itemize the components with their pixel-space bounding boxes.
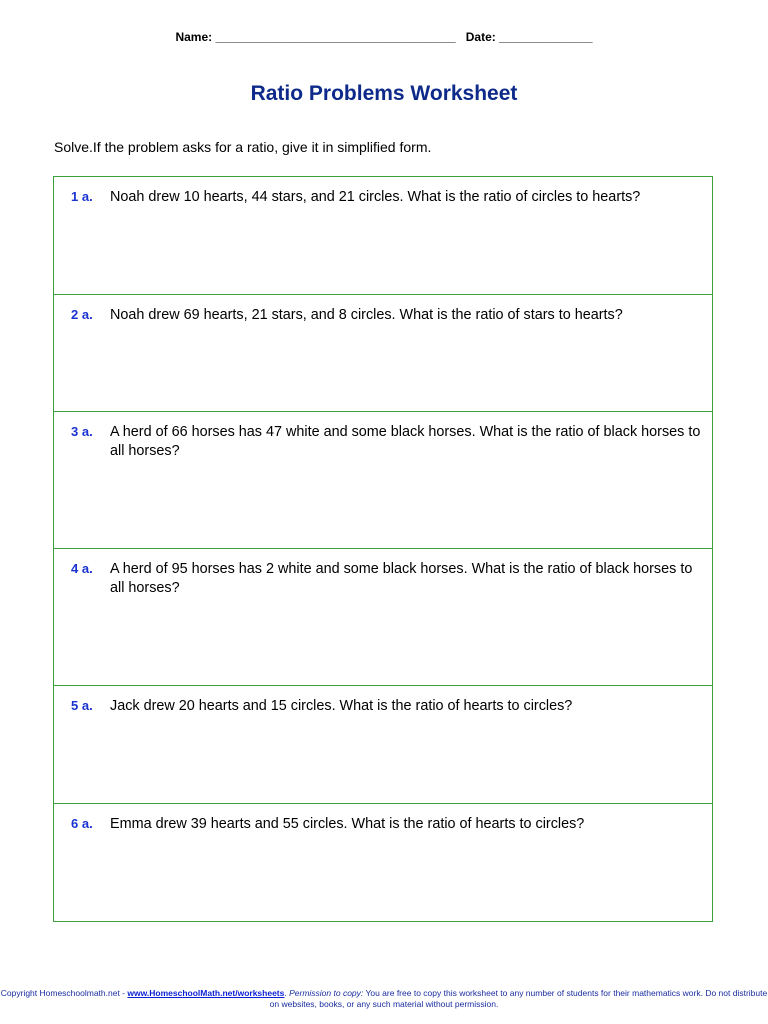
problem-text: Jack drew 20 hearts and 15 circles. What is the ratio of hearts to circles? (110, 698, 573, 714)
page-title: Ratio Problems Worksheet (250, 82, 518, 105)
problem-label: 3 a. (71, 424, 93, 439)
instructions: Solve.If the problem asks for a ratio, give it in simplified form. (54, 139, 432, 155)
problems-list (53, 176, 713, 922)
permission-label: Permission to copy: (289, 988, 364, 998)
problem-text: A herd of 95 horses has 2 white and some black horses. What is the ratio of black horses to all horses? (110, 561, 693, 596)
problem-text: Emma drew 39 hearts and 55 circles. What is the ratio of hearts to circles? (110, 816, 585, 832)
problem-label: 1 a. (71, 189, 93, 204)
problem-2 (54, 295, 712, 412)
problem-3 (54, 412, 712, 549)
problem-label: 4 a. (71, 561, 93, 576)
name-label: Name: (175, 30, 213, 44)
worksheets-link[interactable]: www.HomeschoolMath.net/worksheets (127, 988, 285, 998)
permission-text: You are free to copy this worksheet to any number of students for their mathematics work. Do not distribute on websites, books, or any such material without permission. (269, 988, 768, 1009)
link-suffix: . (284, 988, 290, 998)
problem-text: Noah drew 10 hearts, 44 stars, and 21 circles. What is the ratio of circles to hearts? (110, 189, 641, 205)
problem-5 (54, 686, 712, 804)
problem-label: 2 a. (71, 307, 93, 322)
copyright-footer (0, 988, 768, 1010)
problem-label: 5 a. (71, 698, 93, 713)
date-blank: ______________ (499, 30, 593, 44)
name-date-header (0, 30, 768, 44)
problem-1 (54, 177, 712, 295)
problem-text: A herd of 66 horses has 47 white and some black horses. What is the ratio of black horses to all horses? (110, 424, 701, 459)
problem-6 (54, 804, 712, 921)
problem-text: Noah drew 69 hearts, 21 stars, and 8 circles. What is the ratio of stars to hearts? (110, 307, 623, 323)
name-blank: ____________________________________ (215, 30, 456, 44)
problem-4 (54, 549, 712, 686)
date-label: Date: (465, 30, 496, 44)
copyright-text: Copyright Homeschoolmath.net - (0, 988, 128, 998)
problem-label: 6 a. (71, 816, 93, 831)
